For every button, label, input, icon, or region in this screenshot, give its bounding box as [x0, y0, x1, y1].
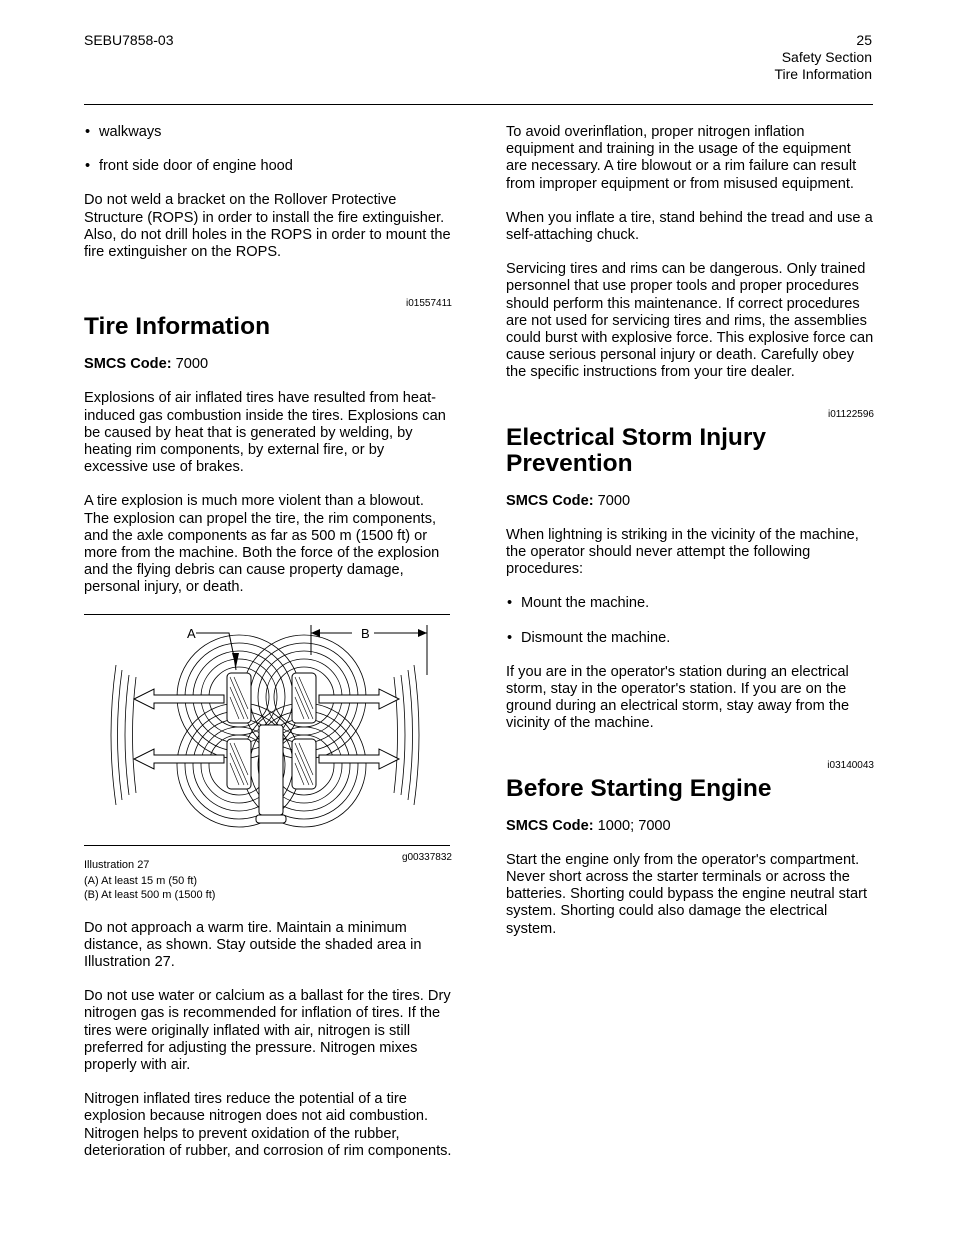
tire-paragraph-4: Do not use water or calcium as a ballast for the tires. Dry nitrogen gas is recommended for inflation of tires. If the tires were originally inflated with air, nitrogen is still preferred for adjusting the pressure. Nitrogen mixes properly with air.: [84, 988, 451, 1074]
page-header-right: [774, 32, 872, 83]
smcs-value: 1000; 7000: [597, 817, 671, 834]
page-number: 25: [856, 32, 872, 48]
legend-b: (B) At least 500 m (1500 ft): [84, 888, 216, 901]
tire-paragraph-3: Do not approach a warm tire. Maintain a minimum distance, as shown. Stay outside the shaded area in Illustration 27.: [84, 919, 422, 971]
figure-label-a: A: [187, 625, 196, 641]
servicing-paragraph: Servicing tires and rims can be dangerous. Only trained personnel that use proper tools and proper procedures should perform this maintenance. If correct procedures are not used for servicing tires and rims, the assemblies could burst with explosive force. This explosive force can cause serious personal injury or death. Carefully obey the specific instructions from your tire dealer.: [506, 261, 874, 381]
storm-paragraph: When lightning is striking in the vicinity of the machine, the operator should never attempt the following procedures:: [506, 526, 859, 578]
blast-zone-diagram: [84, 615, 450, 845]
tire-paragraph-2: A tire explosion is much more violent than a blowout. The explosion can propel the tire, the rim components, and the axle components as far as 500 m (1500 ft) or more from the machine. Both the force of the explosion and the flying debris can cause property damage, personal injury, or death.: [84, 493, 440, 596]
start-reference-id: i03140043: [827, 759, 874, 771]
storm-smcs-code: [506, 493, 874, 510]
nitrogen-paragraph: To avoid overinflation, proper nitrogen inflation equipment and training in the usage of the equipment are necessary. A tire blowout or a rim failure can result from improper equipment or from misused equipment.: [506, 124, 857, 192]
figure-legend: [84, 874, 452, 902]
bullet-mount: • Mount the machine.: [506, 595, 874, 612]
tire-information-heading: Tire Information: [84, 313, 271, 341]
doc-number: SEBU7858-03: [84, 32, 174, 48]
tire-paragraph-5: Nitrogen inflated tires reduce the potential of a tire explosion because nitrogen does not aid combustion. Nitrogen helps to prevent oxidation of the rubber, deterioration of rubber, and corrosion of rim components.: [84, 1091, 452, 1159]
inflate-paragraph: When you inflate a tire, stand behind the tread and use a self-attaching chuck.: [506, 209, 873, 244]
bullet-engine-hood-door: • front side door of engine hood: [84, 158, 452, 175]
storm-paragraph-2: If you are in the operator's station during an electrical storm, stay in the operator's station. If you are on the ground during an electrical storm, stay away from the vicinity of the machine.: [506, 663, 850, 732]
header-rule: [84, 104, 873, 105]
smcs-value: 7000: [175, 356, 209, 373]
tire-smcs-code: [84, 356, 452, 373]
start-paragraph: Start the engine only from the operator's compartment. Never short across the starter terminals or across the batteries. Shorting could bypass the engine neutral start system. Shorting could also damage the electrical system.: [506, 851, 868, 937]
start-smcs-code: [506, 818, 874, 835]
storm-reference-id: i01122596: [828, 408, 874, 420]
bullet-dismount: • Dismount the machine.: [506, 630, 874, 647]
smcs-value: 7000: [597, 492, 631, 509]
smcs-label: SMCS Code:: [84, 356, 172, 373]
tire-reference-id: i01557411: [406, 298, 452, 310]
tire-explosion-illustration: [84, 614, 450, 846]
smcs-label: SMCS Code:: [506, 817, 594, 834]
bullet-walkways: • walkways: [84, 124, 452, 141]
left-column: [84, 124, 452, 1177]
tire-paragraph-1: Explosions of air inflated tires have resulted from heat-induced gas combustion inside the tires. Explosions can be caused by heat that is generated by welding, by heating rim components, by external fire, or by excessive use of brakes.: [84, 390, 446, 476]
rops-paragraph: Do not weld a bracket on the Rollover Protective Structure (ROPS) in order to install the fire extinguisher. Also, do not drill holes in the ROPS in order to mount the fire extinguisher on the ROPS.: [84, 192, 451, 261]
right-column: [506, 124, 874, 955]
section-name: Safety Section: [781, 49, 872, 65]
figure-footer: [84, 850, 452, 871]
figure-label-b: B: [361, 625, 370, 641]
electrical-storm-heading: Electrical Storm Injury Prevention: [506, 423, 767, 477]
legend-a: (A) At least 15 m (50 ft): [84, 874, 198, 887]
figure-code: g00337832: [401, 851, 452, 863]
smcs-label: SMCS Code:: [506, 492, 594, 509]
before-starting-heading: Before Starting Engine: [506, 774, 772, 802]
subsection-name: Tire Information: [774, 66, 872, 82]
figure-caption: Illustration 27: [84, 858, 150, 871]
